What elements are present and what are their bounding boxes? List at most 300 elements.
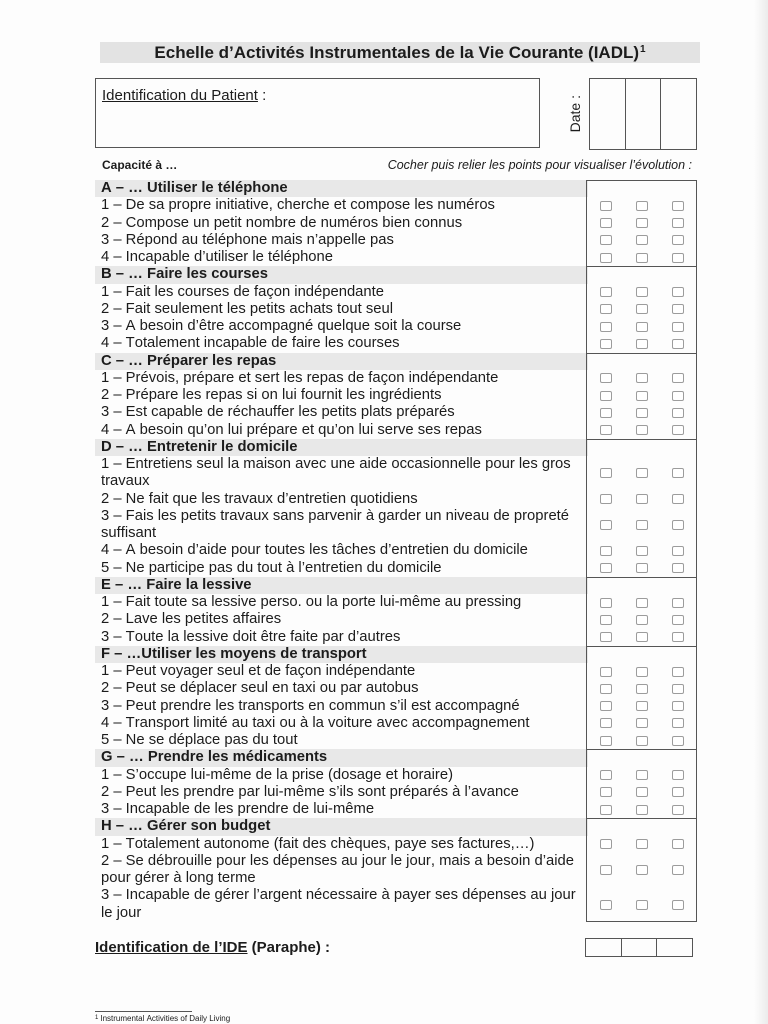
checkbox-c2-date2[interactable] xyxy=(636,391,648,401)
checkbox-slot xyxy=(588,249,624,266)
checkbox-slot xyxy=(588,232,624,249)
date-grid xyxy=(589,78,697,150)
item-f5 xyxy=(95,732,697,749)
item-label: 1 – Peut voyager seul et de façon indépendante xyxy=(101,663,416,679)
checkbox-slot xyxy=(588,715,624,732)
checkbox-b2-date1[interactable] xyxy=(600,304,612,314)
checkbox-slot xyxy=(588,629,624,646)
section-header-row xyxy=(95,266,697,283)
checkbox-d3-date3[interactable] xyxy=(672,520,684,530)
checkbox-e2-date1[interactable] xyxy=(600,615,612,625)
checkbox-e2-date2[interactable] xyxy=(636,615,648,625)
checkbox-slot xyxy=(660,284,696,301)
nurse-initials-cell-1[interactable] xyxy=(586,939,621,956)
checkbox-d5-date2[interactable] xyxy=(636,563,648,573)
checkbox-slot xyxy=(660,732,696,749)
checkbox-b4-date1[interactable] xyxy=(600,339,612,349)
checkbox-f2-date1[interactable] xyxy=(600,684,612,694)
item-c2 xyxy=(95,387,697,404)
section-header-row xyxy=(95,577,697,594)
checkbox-d5-date1[interactable] xyxy=(600,563,612,573)
checkbox-slot xyxy=(588,491,624,508)
evolution-checkboxes xyxy=(588,542,697,559)
item-a4 xyxy=(95,249,697,266)
section-title: F – …Utiliser les moyens de transport xyxy=(95,646,588,663)
checkbox-slot xyxy=(588,732,624,749)
checkbox-a4-date2[interactable] xyxy=(636,253,648,263)
section-header-row xyxy=(95,353,697,370)
checkbox-slot xyxy=(588,197,624,214)
date-label xyxy=(563,80,587,148)
checkbox-a4-date3[interactable] xyxy=(672,253,684,263)
checkbox-slot xyxy=(624,853,660,888)
item-label: 1 – Fait toute sa lessive perso. ou la porte lui-même au pressing xyxy=(101,594,522,610)
checkbox-slot xyxy=(588,404,624,421)
checkbox-d4-date3[interactable] xyxy=(672,546,684,556)
checkbox-c4-date1[interactable] xyxy=(600,425,612,435)
item-g1 xyxy=(95,767,697,784)
evolution-checkboxes xyxy=(588,732,697,749)
nurse-identification-label xyxy=(95,939,330,957)
checkbox-d2-date2[interactable] xyxy=(636,494,648,504)
nurse-identification-suffix: (Paraphe) : xyxy=(247,939,331,956)
checkbox-slot xyxy=(588,422,624,439)
checkbox-slot xyxy=(624,232,660,249)
item-d5 xyxy=(95,560,697,577)
checkbox-slot xyxy=(588,663,624,680)
evolution-checkboxes xyxy=(588,215,697,232)
section-header-row xyxy=(95,439,697,456)
capacity-heading: Capacité à … xyxy=(102,158,178,172)
checkbox-e2-date3[interactable] xyxy=(672,615,684,625)
checkbox-f4-date2[interactable] xyxy=(636,718,648,728)
section-header-grid-cell xyxy=(588,646,697,663)
checkbox-slot xyxy=(660,404,696,421)
section-title: A – … Utiliser le téléphone xyxy=(95,180,588,197)
item-label: 1 – Fait les courses de façon indépendante xyxy=(101,283,384,300)
checkbox-g2-date2[interactable] xyxy=(636,787,648,797)
item-e3 xyxy=(95,629,697,646)
section-header-grid-cell xyxy=(588,749,697,766)
section-header-grid-cell xyxy=(588,266,697,283)
item-a3 xyxy=(95,232,697,249)
checkbox-slot xyxy=(624,456,660,491)
checkbox-slot xyxy=(588,560,624,577)
checkbox-f3-date2[interactable] xyxy=(636,701,648,711)
checkbox-slot xyxy=(660,853,696,888)
checkbox-h1-date2[interactable] xyxy=(636,839,648,849)
checkbox-d3-date1[interactable] xyxy=(600,520,612,530)
evolution-checkboxes xyxy=(588,335,697,352)
checkbox-g1-date2[interactable] xyxy=(636,770,648,780)
checkbox-c3-date1[interactable] xyxy=(600,408,612,418)
evolution-checkboxes xyxy=(588,887,697,922)
checkbox-slot xyxy=(588,680,624,697)
checkbox-b2-date2[interactable] xyxy=(636,304,648,314)
item-label: 3 – Est capable de réchauffer les petits plats préparés xyxy=(101,404,455,421)
patient-identification-field[interactable] xyxy=(95,78,540,148)
checkbox-slot xyxy=(624,387,660,404)
checkbox-slot xyxy=(660,249,696,266)
checkbox-slot xyxy=(660,715,696,732)
item-g3 xyxy=(95,801,697,818)
checkbox-slot xyxy=(660,560,696,577)
footnote-text: Instrumental Activities of Daily Living xyxy=(100,1014,231,1023)
item-label: 2 – Fait seulement les petits achats tout seul xyxy=(101,300,393,317)
checkbox-a2-date1[interactable] xyxy=(600,218,612,228)
item-label: 3 – Répond au téléphone mais n’appelle pas xyxy=(101,231,394,248)
checkbox-c2-date1[interactable] xyxy=(600,391,612,401)
item-label: 4 – Transport limité au taxi ou à la voiture avec accompagnement xyxy=(101,714,530,731)
checkbox-a3-date3[interactable] xyxy=(672,235,684,245)
nurse-identification-title: Identification de l’IDE xyxy=(95,939,248,956)
section-header-row xyxy=(95,749,697,766)
section-title: D – … Entretenir le domicile xyxy=(95,439,588,456)
item-b1 xyxy=(95,284,697,301)
section-header-grid-cell xyxy=(588,577,697,594)
item-a1 xyxy=(95,197,697,214)
evolution-checkboxes xyxy=(588,680,697,697)
checkbox-slot xyxy=(624,335,660,352)
checkbox-b3-date1[interactable] xyxy=(600,322,612,332)
checkbox-a1-date3[interactable] xyxy=(672,201,684,211)
section-title: E – … Faire la lessive xyxy=(95,577,588,594)
checkbox-slot xyxy=(588,387,624,404)
checkbox-slot xyxy=(624,629,660,646)
checkbox-slot xyxy=(660,370,696,387)
evolution-checkboxes xyxy=(588,301,697,318)
checkbox-slot xyxy=(660,301,696,318)
checkbox-h1-date3[interactable] xyxy=(672,839,684,849)
checkbox-h2-date1[interactable] xyxy=(600,865,612,875)
checkbox-slot xyxy=(588,215,624,232)
checkbox-c1-date1[interactable] xyxy=(600,373,612,383)
page-title-text: Echelle d’Activités Instrumentales de la Vie Courante (IADL) xyxy=(154,43,640,62)
evolution-checkboxes xyxy=(588,560,697,577)
checkbox-slot xyxy=(624,404,660,421)
checkbox-b3-date3[interactable] xyxy=(672,322,684,332)
checkbox-c1-date2[interactable] xyxy=(636,373,648,383)
checkbox-slot xyxy=(660,387,696,404)
nurse-initials-cell-3[interactable] xyxy=(656,939,692,956)
checkbox-e3-date3[interactable] xyxy=(672,632,684,642)
item-h2 xyxy=(95,853,697,888)
checkbox-slot xyxy=(624,732,660,749)
checkbox-b4-date2[interactable] xyxy=(636,339,648,349)
footnote-mark: 1 xyxy=(95,1015,99,1021)
checkbox-slot xyxy=(588,611,624,628)
evolution-checkboxes xyxy=(588,836,697,853)
checkbox-slot xyxy=(660,680,696,697)
checkbox-slot xyxy=(660,663,696,680)
checkbox-slot xyxy=(588,542,624,559)
evolution-checkboxes xyxy=(588,249,697,266)
item-label: 2 – Peut se déplacer seul en taxi ou par autobus xyxy=(101,680,419,697)
checkbox-f5-date3[interactable] xyxy=(672,736,684,746)
item-label: 3 – Toute la lessive doit être faite par d’autres xyxy=(101,628,401,645)
section-title: H – … Gérer son budget xyxy=(95,818,588,835)
item-label: 3 – Incapable de gérer l’argent nécessaire à payer ses dépenses au jour le jour xyxy=(101,887,576,921)
checkbox-a1-date2[interactable] xyxy=(636,201,648,211)
checkbox-g2-date1[interactable] xyxy=(600,787,612,797)
page-title xyxy=(100,42,700,66)
item-label: 2 – Se débrouille pour les dépenses au jour le jour, mais a besoin d’aide pour gérer à long terme xyxy=(101,852,574,886)
checkbox-slot xyxy=(660,542,696,559)
checkbox-h3-date3[interactable] xyxy=(672,900,684,910)
date-cell-1[interactable] xyxy=(590,79,625,149)
checkbox-d1-date1[interactable] xyxy=(600,468,612,478)
item-label: 3 – A besoin d’être accompagné quelque soit la course xyxy=(101,318,462,334)
section-header-row xyxy=(95,180,697,197)
checkbox-slot xyxy=(624,663,660,680)
checkbox-f1-date3[interactable] xyxy=(672,667,684,677)
item-label: 2 – Prépare les repas si on lui fournit les ingrédients xyxy=(101,387,442,403)
checkbox-c3-date3[interactable] xyxy=(672,408,684,418)
checkbox-b2-date3[interactable] xyxy=(672,304,684,314)
checkbox-f3-date3[interactable] xyxy=(672,701,684,711)
checkbox-g1-date3[interactable] xyxy=(672,770,684,780)
checkbox-slot xyxy=(588,594,624,611)
checkbox-slot xyxy=(588,887,624,922)
checkbox-f4-date3[interactable] xyxy=(672,718,684,728)
checkbox-slot xyxy=(588,301,624,318)
checkbox-slot xyxy=(660,801,696,818)
item-h3 xyxy=(95,887,697,922)
checkbox-slot xyxy=(624,318,660,335)
checkbox-slot xyxy=(588,767,624,784)
section-header-grid-cell xyxy=(588,180,697,197)
checkbox-d1-date3[interactable] xyxy=(672,468,684,478)
checkbox-d4-date1[interactable] xyxy=(600,546,612,556)
checkbox-slot xyxy=(660,318,696,335)
checkbox-slot xyxy=(660,629,696,646)
item-d3 xyxy=(95,508,697,543)
checkbox-d2-date1[interactable] xyxy=(600,494,612,504)
evolution-checkboxes xyxy=(588,853,697,888)
checkbox-slot xyxy=(624,594,660,611)
checkbox-slot xyxy=(624,767,660,784)
checkbox-a2-date3[interactable] xyxy=(672,218,684,228)
checkbox-h2-date3[interactable] xyxy=(672,865,684,875)
checkbox-d5-date3[interactable] xyxy=(672,563,684,573)
checkbox-slot xyxy=(624,249,660,266)
section-g xyxy=(95,749,697,818)
checkbox-slot xyxy=(660,335,696,352)
evolution-checkboxes xyxy=(588,387,697,404)
evolution-checkboxes xyxy=(588,784,697,801)
checkbox-f4-date1[interactable] xyxy=(600,718,612,728)
checkbox-f2-date2[interactable] xyxy=(636,684,648,694)
checkbox-c3-date2[interactable] xyxy=(636,408,648,418)
section-h xyxy=(95,818,697,922)
checkbox-slot xyxy=(588,318,624,335)
checkbox-h3-date2[interactable] xyxy=(636,900,648,910)
checkbox-f1-date1[interactable] xyxy=(600,667,612,677)
checkbox-slot xyxy=(624,801,660,818)
evolution-checkboxes xyxy=(588,594,697,611)
footnote-separator xyxy=(95,1011,192,1012)
checkbox-e3-date1[interactable] xyxy=(600,632,612,642)
checkbox-slot xyxy=(660,836,696,853)
checkbox-slot xyxy=(624,680,660,697)
checkbox-e3-date2[interactable] xyxy=(636,632,648,642)
checkbox-g3-date2[interactable] xyxy=(636,805,648,815)
checkbox-e1-date3[interactable] xyxy=(672,598,684,608)
checkbox-a4-date1[interactable] xyxy=(600,253,612,263)
checkbox-a3-date2[interactable] xyxy=(636,235,648,245)
checkbox-g3-date1[interactable] xyxy=(600,805,612,815)
section-c xyxy=(95,353,697,439)
checkbox-c4-date3[interactable] xyxy=(672,425,684,435)
checkbox-slot xyxy=(624,197,660,214)
item-f1 xyxy=(95,663,697,680)
checkbox-d4-date2[interactable] xyxy=(636,546,648,556)
checkbox-slot xyxy=(660,698,696,715)
item-label: 1 – De sa propre initiative, cherche et compose les numéros xyxy=(101,197,495,214)
checkbox-h1-date1[interactable] xyxy=(600,839,612,849)
section-e xyxy=(95,577,697,646)
item-b2 xyxy=(95,301,697,318)
checkbox-a2-date2[interactable] xyxy=(636,218,648,228)
item-label: 3 – Fais les petits travaux sans parvenir à garder un niveau de propreté suffisant xyxy=(101,507,570,541)
item-label: 1 – S’occupe lui-même de la prise (dosage et horaire) xyxy=(101,766,454,783)
evolution-instruction: Cocher puis relier les points pour visualiser l’évolution : xyxy=(387,158,692,172)
checkbox-e1-date1[interactable] xyxy=(600,598,612,608)
checkbox-e1-date2[interactable] xyxy=(636,598,648,608)
evolution-checkboxes xyxy=(588,284,697,301)
title-footnote-mark: 1 xyxy=(640,44,646,55)
checkbox-a1-date1[interactable] xyxy=(600,201,612,211)
checkbox-b4-date3[interactable] xyxy=(672,339,684,349)
checkbox-slot xyxy=(660,508,696,543)
checkbox-slot xyxy=(660,887,696,922)
section-f xyxy=(95,646,697,750)
item-label: 1 – Totalement autonome (fait des chèques, paye ses factures,…) xyxy=(101,835,535,852)
checkbox-b1-date1[interactable] xyxy=(600,287,612,297)
checkbox-f5-date1[interactable] xyxy=(600,736,612,746)
checkbox-slot xyxy=(660,767,696,784)
checkbox-slot xyxy=(624,301,660,318)
evolution-checkboxes xyxy=(588,698,697,715)
item-label: 5 – Ne participe pas du tout à l’entretien du domicile xyxy=(101,559,442,576)
section-d xyxy=(95,439,697,577)
item-a2 xyxy=(95,215,697,232)
evolution-checkboxes xyxy=(588,456,697,491)
item-d4 xyxy=(95,542,697,559)
checkbox-c1-date3[interactable] xyxy=(672,373,684,383)
checkbox-f5-date2[interactable] xyxy=(636,736,648,746)
evolution-checkboxes xyxy=(588,663,697,680)
nurse-initials-grid xyxy=(585,938,693,957)
checkbox-g3-date3[interactable] xyxy=(672,805,684,815)
evolution-checkboxes xyxy=(588,197,697,214)
patient-identification-label: Identification du Patient xyxy=(102,87,258,104)
checkbox-h3-date1[interactable] xyxy=(600,900,612,910)
checkbox-slot xyxy=(660,215,696,232)
checkbox-b1-date2[interactable] xyxy=(636,287,648,297)
checkbox-c4-date2[interactable] xyxy=(636,425,648,435)
date-cell-2[interactable] xyxy=(625,79,661,149)
item-label: 3 – Incapable de les prendre de lui-même xyxy=(101,801,375,817)
checkbox-b3-date2[interactable] xyxy=(636,322,648,332)
item-f2 xyxy=(95,680,697,697)
checkbox-d2-date3[interactable] xyxy=(672,494,684,504)
section-header-row xyxy=(95,818,697,835)
checkbox-slot xyxy=(624,887,660,922)
item-d2 xyxy=(95,491,697,508)
item-c4 xyxy=(95,422,697,439)
checkbox-slot xyxy=(624,215,660,232)
page-edge-shadow xyxy=(754,0,768,1024)
title-band xyxy=(100,42,700,63)
checkbox-slot xyxy=(588,370,624,387)
checkbox-slot xyxy=(588,784,624,801)
item-label: 3 – Peut prendre les transports en commun s’il est accompagné xyxy=(101,697,520,714)
date-cell-3[interactable] xyxy=(660,79,696,149)
checkbox-f3-date1[interactable] xyxy=(600,701,612,711)
item-label: 2 – Lave les petites affaires xyxy=(101,611,282,628)
checkbox-slot xyxy=(624,836,660,853)
checkbox-f1-date2[interactable] xyxy=(636,667,648,677)
checkbox-slot xyxy=(624,560,660,577)
checkbox-slot xyxy=(588,853,624,888)
item-e2 xyxy=(95,611,697,628)
checkbox-b1-date3[interactable] xyxy=(672,287,684,297)
evolution-checkboxes xyxy=(588,232,697,249)
item-label: 2 – Ne fait que les travaux d’entretien quotidiens xyxy=(101,490,418,507)
evolution-checkboxes xyxy=(588,508,697,543)
checkbox-g1-date1[interactable] xyxy=(600,770,612,780)
checkbox-a3-date1[interactable] xyxy=(600,235,612,245)
item-label: 2 – Peut les prendre par lui-même s’ils sont préparés à l’avance xyxy=(101,783,519,800)
nurse-initials-cell-2[interactable] xyxy=(621,939,657,956)
evolution-checkboxes xyxy=(588,629,697,646)
checkbox-slot xyxy=(660,197,696,214)
checkbox-slot xyxy=(624,715,660,732)
section-header-grid-cell xyxy=(588,353,697,370)
checkbox-slot xyxy=(660,456,696,491)
item-label: 4 – Incapable d’utiliser le téléphone xyxy=(101,249,333,265)
item-h1 xyxy=(95,836,697,853)
section-header-row xyxy=(95,646,697,663)
evolution-checkboxes xyxy=(588,318,697,335)
checkbox-d1-date2[interactable] xyxy=(636,468,648,478)
iadl-table xyxy=(95,180,697,922)
evolution-checkboxes xyxy=(588,404,697,421)
evolution-checkboxes xyxy=(588,715,697,732)
checkbox-slot xyxy=(624,491,660,508)
checkbox-slot xyxy=(624,542,660,559)
checkbox-slot xyxy=(660,232,696,249)
checkbox-h2-date2[interactable] xyxy=(636,865,648,875)
item-f4 xyxy=(95,715,697,732)
item-label: 4 – A besoin qu’on lui prépare et qu’on lui serve ses repas xyxy=(101,421,482,438)
checkbox-g2-date3[interactable] xyxy=(672,787,684,797)
item-label: 5 – Ne se déplace pas du tout xyxy=(101,732,298,748)
checkbox-f2-date3[interactable] xyxy=(672,684,684,694)
checkbox-d3-date2[interactable] xyxy=(636,520,648,530)
footnote xyxy=(95,1014,230,1024)
item-c1 xyxy=(95,370,697,387)
item-f3 xyxy=(95,698,697,715)
checkbox-slot xyxy=(588,698,624,715)
checkbox-slot xyxy=(660,784,696,801)
item-c3 xyxy=(95,404,697,421)
checkbox-c2-date3[interactable] xyxy=(672,391,684,401)
checkbox-slot xyxy=(588,801,624,818)
checkbox-slot xyxy=(624,422,660,439)
item-e1 xyxy=(95,594,697,611)
